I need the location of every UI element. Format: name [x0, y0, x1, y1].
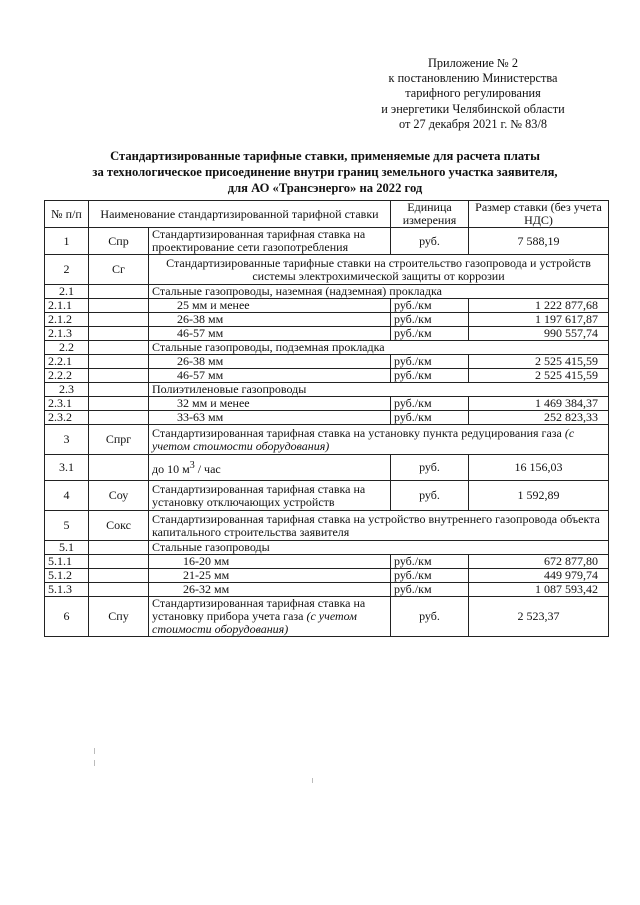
row-code: Спрг: [89, 425, 149, 455]
row-num: 2.2.1: [45, 355, 89, 369]
table-row: [45, 411, 609, 425]
row-code-empty: [89, 299, 149, 313]
row-num: 3: [45, 425, 89, 455]
row-name-text: Стандартизированная тарифная ставка на установку пункта редуцирования газа: [152, 425, 562, 440]
row-name: 21-25 мм: [149, 569, 391, 583]
header-num: № п/п: [45, 201, 89, 228]
row-num: 2.1.1: [45, 299, 89, 313]
row-name: 16-20 мм: [149, 555, 391, 569]
row-code-empty: [89, 383, 149, 397]
row-name: Полиэтиленовые газопроводы: [149, 383, 609, 397]
row-code-empty: [89, 397, 149, 411]
row-unit: руб./км: [391, 299, 469, 313]
title-line-1: Стандартизированные тарифные ставки, применяемые для расчета платы: [110, 149, 540, 163]
table-row: [45, 313, 609, 327]
row-name: 26-38 мм: [149, 313, 391, 327]
table-row: [45, 341, 609, 355]
row-rate: 2 525 415,59: [469, 369, 609, 383]
row-name: Стандартизированные тарифные ставки на строительство газопровода и устройств системы электрохимической защиты от коррозии: [149, 255, 609, 285]
row-num: 2.3: [45, 383, 89, 397]
row-num: 5.1.1: [45, 555, 89, 569]
row-name: Стальные газопроводы: [149, 541, 609, 555]
row-code-empty: [89, 555, 149, 569]
table-row: [45, 355, 609, 369]
row-name: Стандартизированная тарифная ставка на устройство внутреннего газопровода объекта капитального строительства заявителя: [149, 511, 609, 541]
table-row: [45, 299, 609, 313]
row-num: 5.1.3: [45, 583, 89, 597]
row-num: 3.1: [45, 455, 89, 481]
table-row: [45, 255, 609, 285]
appendix-line-4: и энергетики Челябинской области: [381, 101, 565, 116]
row-unit: руб.: [391, 481, 469, 511]
row-num: 2: [45, 255, 89, 285]
row-code-empty: [89, 313, 149, 327]
row-code: Сокс: [89, 511, 149, 541]
row-code-empty: [89, 355, 149, 369]
header-unit: Единица измерения: [391, 201, 469, 228]
row-name-superscript: 3: [189, 460, 195, 471]
row-num: 2.3.2: [45, 411, 89, 425]
row-name: Стандартизированная тарифная ставка на установку отключающих устройств: [149, 481, 391, 511]
table-row: [45, 327, 609, 341]
row-num: 2.2.2: [45, 369, 89, 383]
table-row: [45, 455, 609, 481]
table-row: [45, 285, 609, 299]
row-unit: руб./км: [391, 355, 469, 369]
appendix-line-3: тарифного регулирования: [405, 86, 541, 101]
tariff-rates-table: [44, 200, 609, 637]
row-num: 5.1.2: [45, 569, 89, 583]
row-num: 6: [45, 597, 89, 637]
row-rate: 1 087 593,42: [469, 583, 609, 597]
row-name: 26-38 мм: [149, 355, 391, 369]
row-rate: 1 469 384,37: [469, 397, 609, 411]
row-name: Стальные газопроводы, наземная (надземная) прокладка: [149, 285, 609, 299]
row-unit: руб./км: [391, 397, 469, 411]
row-unit: руб./км: [391, 411, 469, 425]
row-code-empty: [89, 569, 149, 583]
row-unit: руб.: [391, 228, 469, 255]
table-row: [45, 583, 609, 597]
row-code-empty: [89, 541, 149, 555]
row-rate: 7 588,19: [469, 228, 609, 255]
table-row: [45, 481, 609, 511]
row-name: 46-57 мм: [149, 369, 391, 383]
row-num: 2.3.1: [45, 397, 89, 411]
row-unit: руб./км: [391, 313, 469, 327]
document-title: [40, 148, 610, 196]
row-num: 5: [45, 511, 89, 541]
row-code-empty: [89, 285, 149, 299]
row-num: 2.1.3: [45, 327, 89, 341]
row-code: Сг: [89, 255, 149, 285]
row-name: [149, 455, 391, 481]
row-unit: руб./км: [391, 583, 469, 597]
table-header-row: [45, 201, 609, 228]
header-rate: Размер ставки (без учета НДС): [469, 201, 609, 228]
row-name: 26-32 мм: [149, 583, 391, 597]
row-name: Стандартизированная тарифная ставка на проектирование сети газопотребления: [149, 228, 391, 255]
appendix-line-5: от 27 декабря 2021 г. № 83/8: [398, 116, 548, 131]
row-rate: 1 592,89: [469, 481, 609, 511]
row-num: 5.1: [45, 541, 89, 555]
row-name-prefix: до 10 м: [152, 462, 190, 476]
table-row: [45, 569, 609, 583]
row-name: 32 мм и менее: [149, 397, 391, 411]
row-name: Стальные газопроводы, подземная прокладка: [149, 341, 609, 355]
row-name-text: Стандартизированная тарифная ставка на установку прибора учета газа: [152, 596, 366, 623]
row-name: 33-63 мм: [149, 411, 391, 425]
row-rate: 990 557,74: [469, 327, 609, 341]
scan-mark: [312, 778, 313, 783]
header-name: Наименование стандартизированной тарифной ставки: [89, 201, 391, 228]
scan-mark: [94, 760, 95, 766]
appendix-line-1: Приложение № 2: [427, 56, 519, 70]
table-row: [45, 397, 609, 411]
title-line-2: за технологическое присоединение внутри границ земельного участка заявителя,: [92, 165, 558, 179]
row-name-suffix: / час: [194, 462, 221, 476]
row-unit: руб./км: [391, 569, 469, 583]
row-code-empty: [89, 327, 149, 341]
row-num: 2.1.2: [45, 313, 89, 327]
row-code: Соу: [89, 481, 149, 511]
table-row: [45, 369, 609, 383]
row-name-note: (с учетом стоимости оборудования): [152, 425, 575, 453]
row-rate: 1 222 877,68: [469, 299, 609, 313]
row-rate: 449 979,74: [469, 569, 609, 583]
row-num: 2.2: [45, 341, 89, 355]
row-unit: руб./км: [391, 327, 469, 341]
row-code-empty: [89, 455, 149, 481]
row-num: 4: [45, 481, 89, 511]
table-row: [45, 541, 609, 555]
row-num: 1: [45, 228, 89, 255]
row-rate: 252 823,33: [469, 411, 609, 425]
row-code-empty: [89, 583, 149, 597]
table-row: [45, 597, 609, 637]
row-name: [149, 425, 609, 455]
table-row: [45, 383, 609, 397]
table-row: [45, 228, 609, 255]
row-unit: руб./км: [391, 369, 469, 383]
table-row: [45, 555, 609, 569]
appendix-line-2: к постановлению Министерства: [388, 71, 558, 86]
row-name: 46-57 мм: [149, 327, 391, 341]
row-unit: руб./км: [391, 555, 469, 569]
row-num: 2.1: [45, 285, 89, 299]
row-name: [149, 597, 391, 637]
row-code-empty: [89, 369, 149, 383]
row-rate: 16 156,03: [469, 455, 609, 481]
row-code-empty: [89, 411, 149, 425]
scan-mark: [94, 748, 95, 754]
row-name: 25 мм и менее: [149, 299, 391, 313]
row-name-note: (с учетом стоимости оборудования): [152, 609, 357, 636]
row-rate: 2 525 415,59: [469, 355, 609, 369]
row-rate: 1 197 617,87: [469, 313, 609, 327]
title-line-3: для АО «Трансэнерго» на 2022 год: [227, 181, 423, 195]
row-unit: руб.: [391, 455, 469, 481]
table-row: [45, 425, 609, 455]
row-rate: 2 523,37: [469, 597, 609, 637]
appendix-block: [330, 56, 616, 132]
row-rate: 672 877,80: [469, 555, 609, 569]
table-row: [45, 511, 609, 541]
row-unit: руб.: [391, 597, 469, 637]
row-code: Спр: [89, 228, 149, 255]
row-code-empty: [89, 341, 149, 355]
row-code: Спу: [89, 597, 149, 637]
